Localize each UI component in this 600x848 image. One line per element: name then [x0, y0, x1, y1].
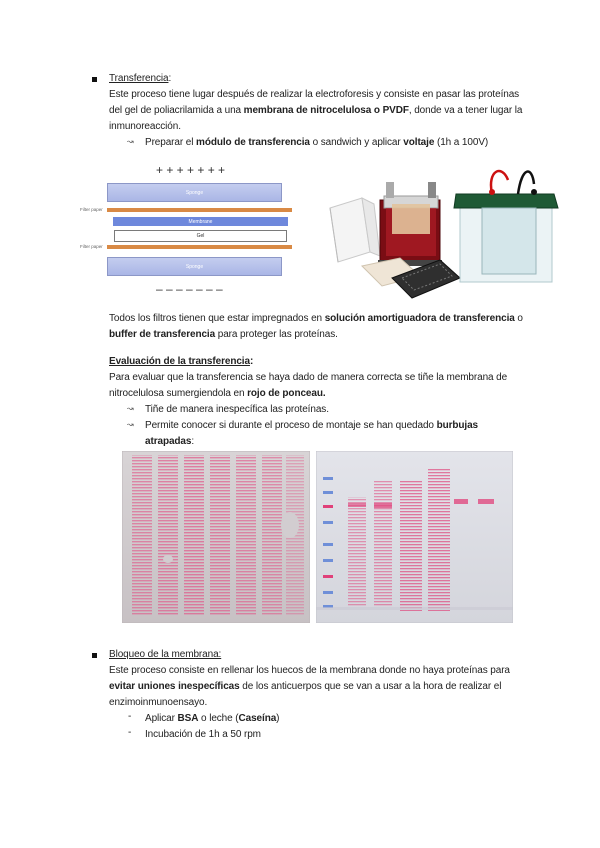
bold-run: solución amortiguadora de transferencia	[324, 313, 515, 324]
text-run: Aplicar	[145, 713, 178, 724]
subitem-line: Tiñe de manera inespecífica las proteínas.	[145, 404, 329, 415]
ponceau-membrane-photo-1	[122, 451, 310, 623]
heading-text: Transferencia	[109, 73, 169, 84]
paragraph-line	[109, 311, 523, 327]
evaluation-heading	[109, 354, 253, 370]
text-run: , donde va a tener lugar la	[408, 105, 523, 116]
text-run: Preparar el	[145, 137, 197, 148]
bold-run: evitar uniones inespecíficas	[109, 681, 240, 692]
gel-layer	[114, 230, 287, 242]
dash-bullet-icon: -	[128, 727, 132, 738]
filter-paper-label-bottom: Filter paper	[80, 244, 103, 249]
heading-colon: :	[168, 73, 172, 84]
layer-label: Membrane	[188, 218, 213, 225]
bold-run: burbujas	[436, 420, 479, 431]
sponge-top	[107, 183, 282, 202]
ponceau-membrane-photo-2	[316, 451, 513, 623]
air-bubble	[281, 512, 299, 538]
transfer-sandwich-diagram	[80, 160, 310, 300]
text-run: Todos los filtros tienen que estar impregnados en	[109, 313, 325, 324]
text-run: nitrocelulosa sumergiendola en	[109, 388, 248, 399]
filter-paper-top	[107, 208, 292, 212]
bold-run: rojo de ponceau.	[247, 388, 326, 399]
square-bullet-icon	[92, 77, 97, 82]
positive-signs: + + + + + + +	[156, 163, 226, 177]
paragraph-line	[109, 386, 326, 402]
text-run: de los anticuerpos que se van a usar a la hora de realizar el	[239, 681, 502, 692]
bold-run: voltaje	[403, 137, 435, 148]
section-heading-transferencia	[109, 71, 171, 87]
bold-run: módulo de transferencia	[196, 137, 310, 148]
list-item	[145, 711, 279, 727]
subitem-line	[145, 434, 194, 450]
layer-label: Gel	[196, 233, 205, 239]
text-run: :	[191, 436, 195, 447]
arrow-bullet-icon: ↝	[127, 137, 134, 146]
text-run: o leche (	[198, 713, 239, 724]
filter-paper-label-top: Filter paper	[80, 207, 103, 212]
dash-bullet-icon: -	[128, 711, 132, 722]
negative-signs: – – – – – – –	[156, 282, 223, 296]
text-run: o	[514, 313, 523, 324]
layer-label: Sponge	[185, 263, 204, 270]
paragraph-line: Para evaluar que la transferencia se haya dado de manera correcta se tiñe la membrana de	[109, 372, 508, 383]
list-item: Incubación de 1h a 50 rpm	[145, 729, 261, 740]
heading-colon: :	[249, 356, 254, 367]
text-run: del gel de poliacrilamida a una	[109, 105, 244, 116]
paragraph-line: enzimoinmunoensayo.	[109, 697, 208, 708]
square-bullet-icon	[92, 653, 97, 658]
transfer-tank-icon	[454, 171, 558, 282]
subitem-line	[145, 135, 488, 151]
text-run: o sandwich y aplicar	[309, 137, 404, 148]
arrow-bullet-icon: ↝	[127, 404, 134, 413]
paragraph-line	[109, 103, 522, 119]
paragraph-line: Este proceso consiste en rellenar los huecos de la membrana donde no haya proteínas para	[109, 665, 510, 676]
paragraph-line	[109, 327, 338, 343]
paragraph-line: Este proceso tiene lugar después de realizar la electroforesis y consiste en pasar las proteínas	[109, 89, 520, 100]
text-run: Permite conocer si durante el proceso de montaje se han quedado	[145, 420, 437, 431]
sponge-bottom	[107, 257, 282, 276]
text-run: para proteger las proteínas.	[215, 329, 338, 340]
air-bubble	[163, 555, 173, 563]
bold-run: Caseína	[238, 713, 277, 724]
cassette-holder-icon	[378, 182, 442, 266]
bold-run: membrana de nitrocelulosa o PVDF	[243, 105, 409, 116]
bold-run: buffer de transferencia	[109, 329, 216, 340]
filter-paper-bottom	[107, 245, 292, 249]
bold-run: BSA	[177, 713, 199, 724]
section-heading-bloqueo	[109, 647, 221, 663]
paragraph-line	[109, 679, 501, 695]
layer-label: Sponge	[185, 189, 204, 196]
heading-text: Evaluación de la transferencia	[109, 356, 250, 367]
heading-text: Bloqueo de la membrana:	[109, 649, 222, 660]
paragraph-line: inmunoreacción.	[109, 121, 181, 132]
arrow-bullet-icon: ↝	[127, 420, 134, 429]
subitem-line	[145, 418, 478, 434]
transfer-tray-icon	[330, 198, 380, 262]
text-run: )	[276, 713, 280, 724]
bold-run: atrapadas	[145, 436, 192, 447]
transfer-apparatus-illustration	[322, 160, 562, 300]
membrane-layer	[113, 217, 288, 226]
text-run: (1h a 100V)	[434, 137, 489, 148]
